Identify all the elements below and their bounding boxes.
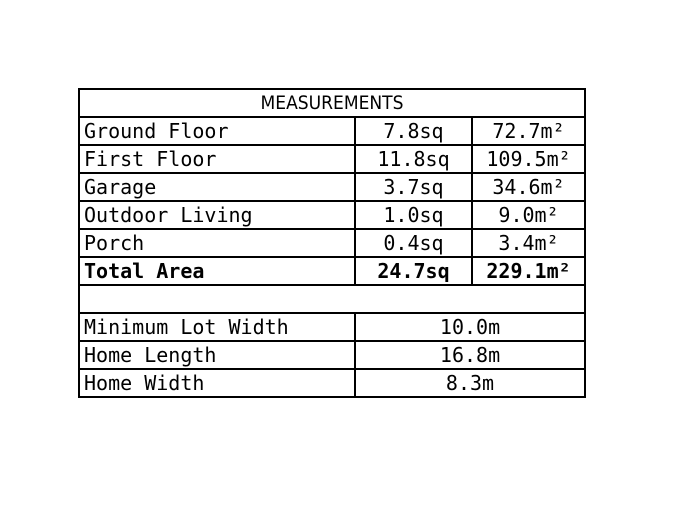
dimension-row xyxy=(79,313,585,341)
total-squares: 24.7sq xyxy=(355,257,472,285)
table-header-row xyxy=(79,89,585,117)
table-row xyxy=(79,145,585,173)
area-label: Ground Floor xyxy=(79,117,355,145)
area-metric: 9.0m² xyxy=(472,201,585,229)
dimension-label: Home Length xyxy=(79,341,355,369)
table-title: MEASUREMENTS xyxy=(79,89,585,117)
area-metric: 34.6m² xyxy=(472,173,585,201)
area-squares: 7.8sq xyxy=(355,117,472,145)
area-label: Garage xyxy=(79,173,355,201)
area-squares: 3.7sq xyxy=(355,173,472,201)
dimension-value: 8.3m xyxy=(355,369,585,397)
dimension-label: Minimum Lot Width xyxy=(79,313,355,341)
area-metric: 72.7m² xyxy=(472,117,585,145)
measurements-table-container xyxy=(78,88,584,398)
area-label: First Floor xyxy=(79,145,355,173)
dimension-label: Home Width xyxy=(79,369,355,397)
area-squares: 11.8sq xyxy=(355,145,472,173)
table-row xyxy=(79,229,585,257)
area-metric: 109.5m² xyxy=(472,145,585,173)
area-squares: 0.4sq xyxy=(355,229,472,257)
total-metric: 229.1m² xyxy=(472,257,585,285)
total-row xyxy=(79,257,585,285)
area-metric: 3.4m² xyxy=(472,229,585,257)
area-squares: 1.0sq xyxy=(355,201,472,229)
dimension-row xyxy=(79,369,585,397)
spacer-cell xyxy=(79,285,585,313)
dimension-value: 16.8m xyxy=(355,341,585,369)
area-label: Outdoor Living xyxy=(79,201,355,229)
table-row xyxy=(79,201,585,229)
dimension-row xyxy=(79,341,585,369)
area-label: Porch xyxy=(79,229,355,257)
dimension-value: 10.0m xyxy=(355,313,585,341)
total-label: Total Area xyxy=(79,257,355,285)
measurements-table xyxy=(78,88,586,398)
table-row xyxy=(79,117,585,145)
table-row xyxy=(79,173,585,201)
spacer-row xyxy=(79,285,585,313)
